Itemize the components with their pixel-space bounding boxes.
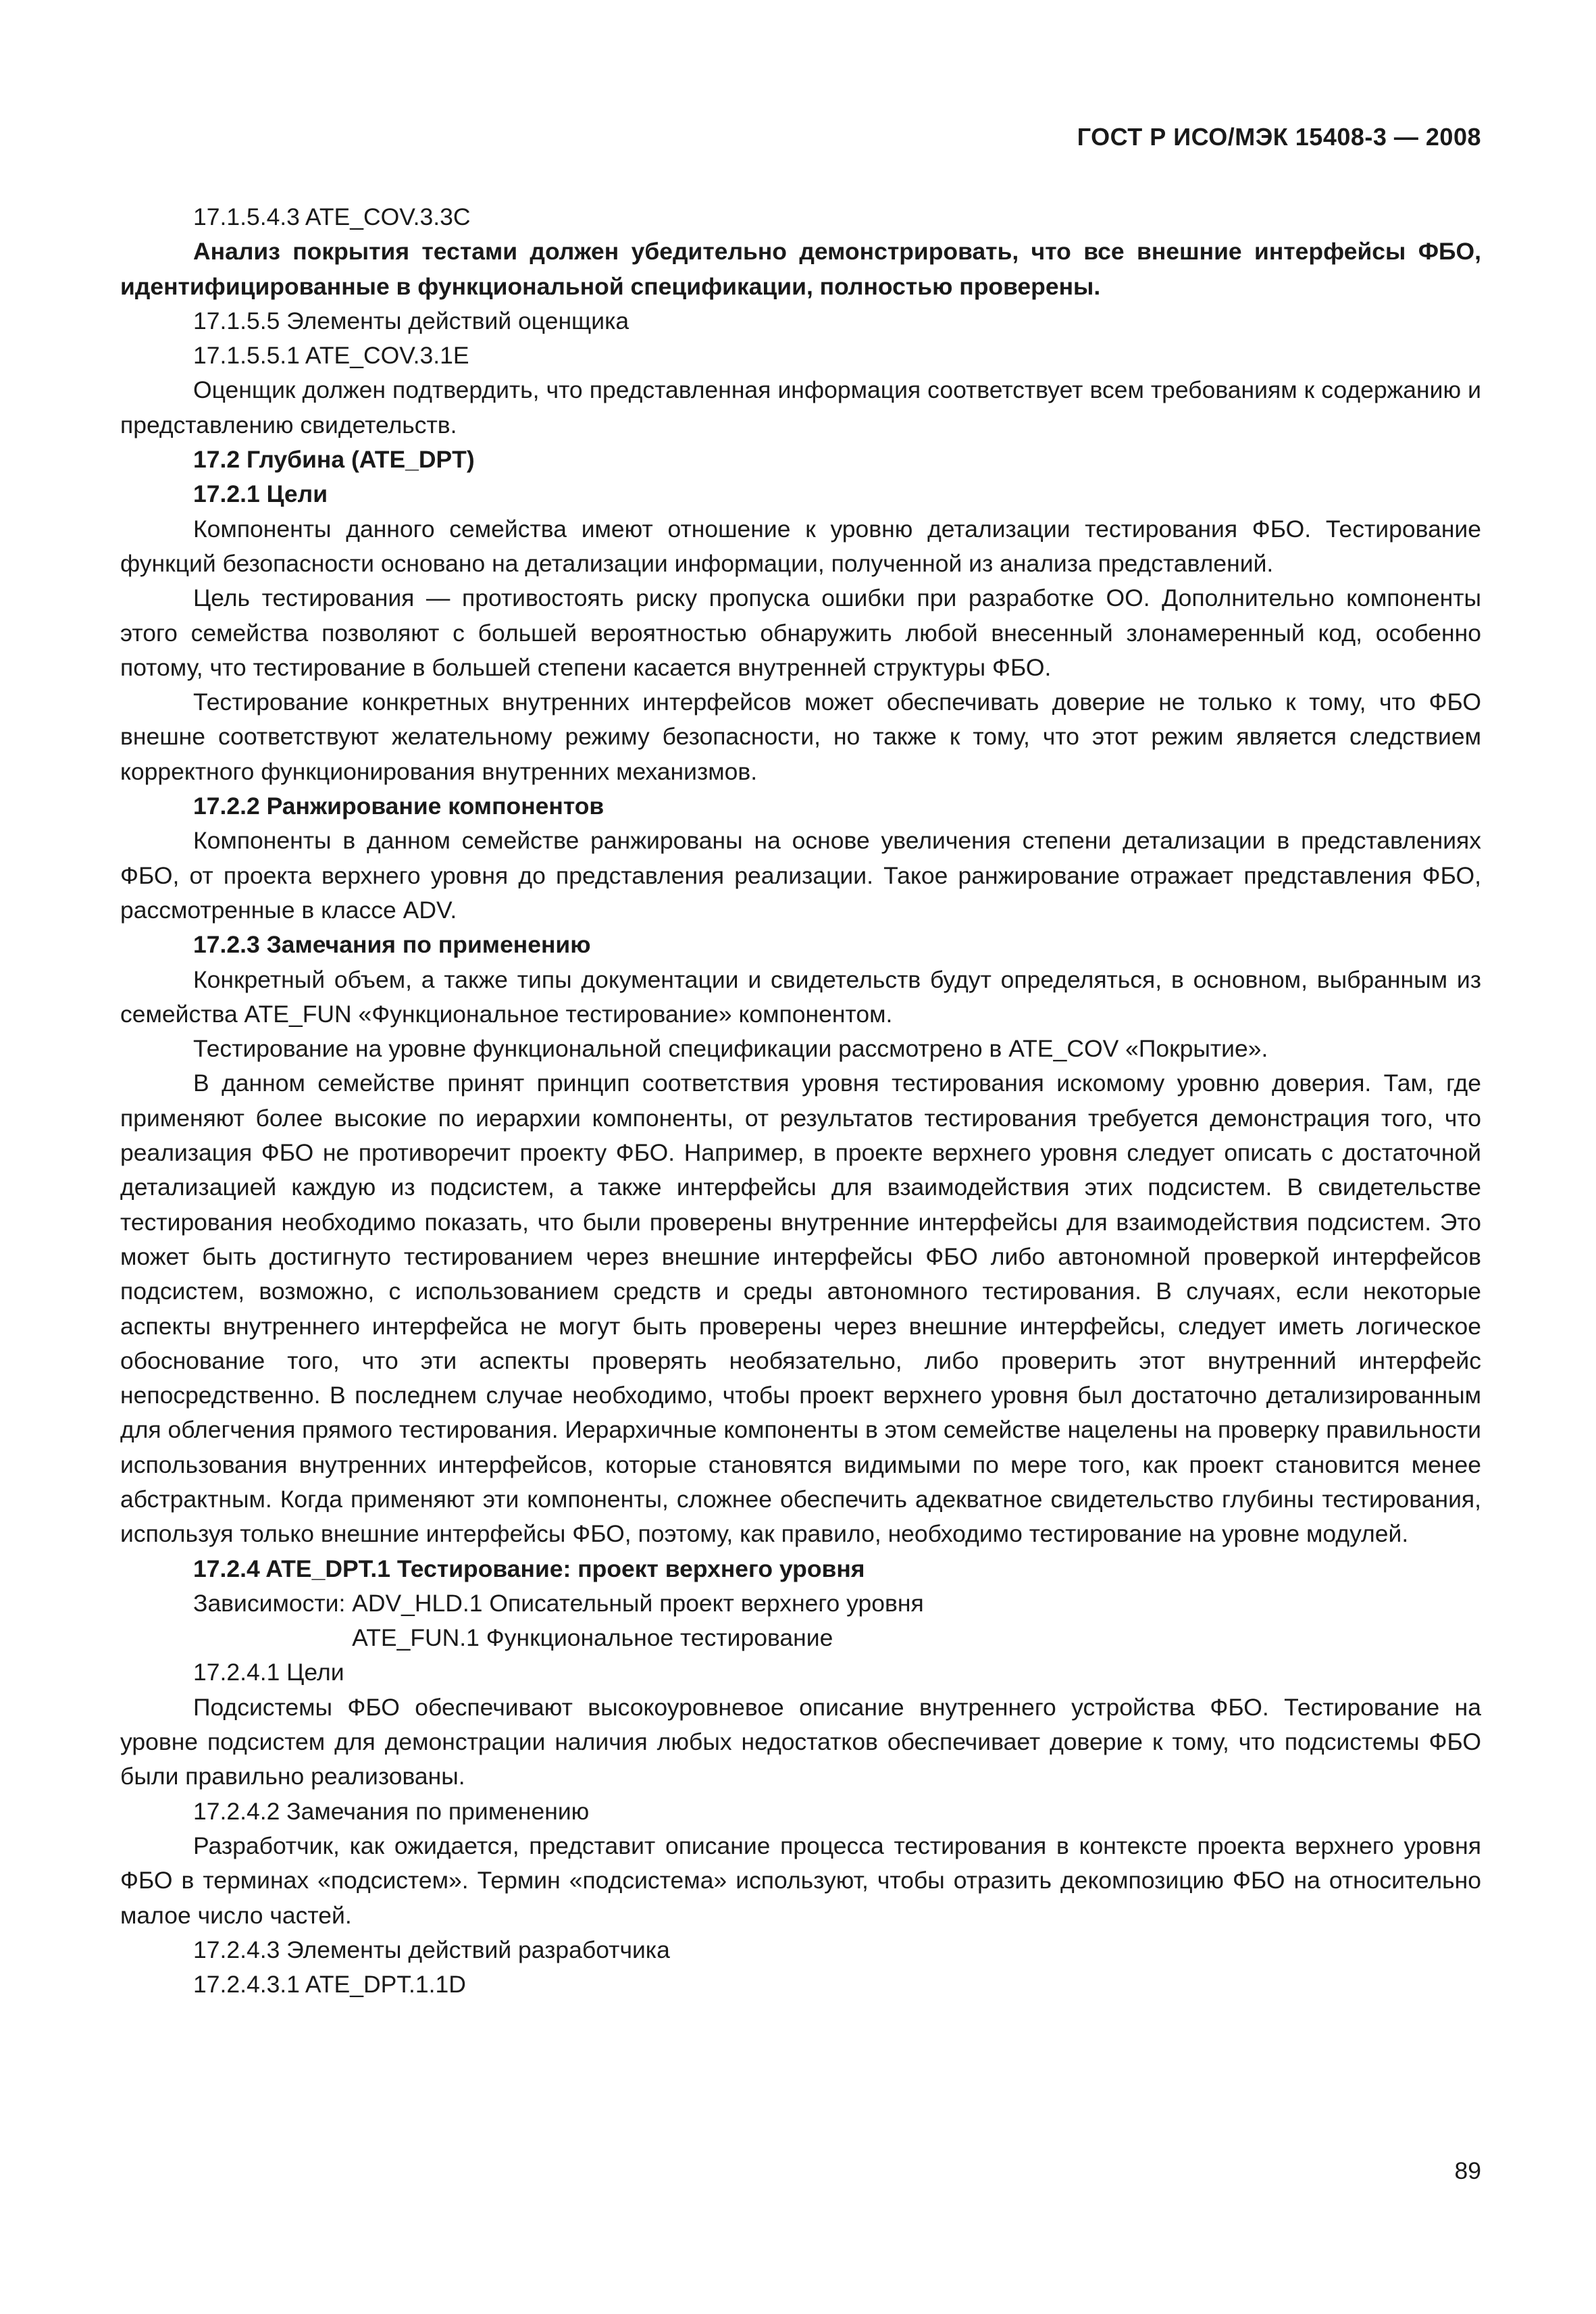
section-heading: 17.2.2 Ранжирование компонентов [193,793,604,820]
paragraph: Подсистемы ФБО обеспечивают высокоуровневое описание внутреннего устройства ФБО. Тестирование на уровне подсистем для демонстрации наличия любых недостатков обеспечивает доверие к тому, что подсистемы ФБО были правильно реализованы. [120,1693,1481,1790]
paragraph: 17.2.4.3 Элементы действий разработчика [193,1936,670,1963]
page-number: 89 [1454,2157,1481,2184]
paragraph: Компоненты в данном семействе ранжированы на основе увеличения степени детализации в представлениях ФБО, от проекта верхнего уровня до представления реализации. Такое ранжирование отражает представления ФБО, рассмотренные в классе ADV. [120,827,1481,924]
section-heading: 17.2.4 ATE_DPT.1 Тестирование: проект верхнего уровня [193,1555,865,1582]
paragraph: 17.1.5.5 Элементы действий оценщика [193,307,629,334]
section-heading: 17.2.3 Замечания по применению [193,931,591,959]
dependencies [120,1586,1481,1656]
paragraph: Тестирование на уровне функциональной спецификации рассмотрено в ATE_COV «Покрытие». [193,1035,1268,1063]
paragraph: 17.1.5.4.3 ATE_COV.3.3C [193,203,471,230]
paragraph: Конкретный объем, а также типы документации и свидетельств будут определяться, в основном, выбранным из семейства ATE_FUN «Функциональное тестирование» компонентом. [120,965,1481,1028]
paragraph: Разработчик, как ожидается, представит описание процесса тестирования в контексте проекта верхнего уровня ФБО в терминах «подсистем». Термин «подсистема» используют, чтобы отразить декомпозицию ФБО на относительно малое число частей. [120,1832,1481,1929]
section-heading: 17.2 Глубина (ATE_DPT) [193,446,475,474]
paragraph: Тестирование конкретных внутренних интерфейсов может обеспечивать доверие не только к тому, что ФБО внешне соответствуют желательному режиму безопасности, но также к тому, что этот режим является следствием корректного функционирования внутренних механизмов. [120,688,1481,785]
section-heading: Анализ покрытия тестами должен убедительно демонстрировать, что все внешние интерфейсы ФБО, идентифицированные в функциональной спецификации, полностью проверены. [120,238,1481,300]
paragraph: Оценщик должен подтвердить, что представленная информация соответствует всем требованиям к содержанию и представлению свидетельств. [120,376,1481,438]
paragraph: 17.2.4.2 Замечания по применению [193,1797,590,1825]
paragraph: Компоненты данного семейства имеют отношение к уровню детализации тестирования ФБО. Тестирование функций безопасности основано на детализации информации, полученной из анализа представлений. [120,515,1481,577]
section-heading: 17.2.1 Цели [193,480,328,508]
dependency-item: ADV_HLD.1 Описательный проект верхнего уровня [352,1589,924,1617]
paragraph: Цель тестирования — противостоять риску пропуска ошибки при разработке ОО. Дополнительно компоненты этого семейства позволяют с большей вероятностью обнаружить любой внесенный злонамеренный код, особенно потому, что тестирование в большей степени касается внутренней структуры ФБО. [120,584,1481,681]
paragraph: 17.1.5.5.1 ATE_COV.3.1E [193,342,469,370]
paragraph: В данном семействе принят принцип соответствия уровня тестирования искомому уровню доверия. Там, где применяют более высокие по иерархии компоненты, от результатов тестирования требуется демонстрация того, что реализация ФБО не противоречит проекту ФБО. Например, в проекте верхнего уровня следует описать с достаточной детализацией каждую из подсистем, а также интерфейсы для взаимодействия этих подсистем. В свидетельстве тестирования необходимо показать, что были проверены внутренние интерфейсы для взаимодействия подсистем. Это может быть достигнуто тестированием через внешние интерфейсы ФБО либо автономной проверкой интерфейсов подсистем, возможно, с использованием средств и среды автономного тестирования. В случаях, если некоторые аспекты внутреннего интерфейса не могут быть проверены через внешние интерфейсы, следует иметь логическое обоснование того, что эти аспекты проверять необязательно, либо проверить этот внутренний интерфейс непосредственно. В последнем случае необходимо, чтобы проект верхнего уровня был достаточно детализированным для облегчения прямого тестирования. Иерархичные компоненты в этом семействе нацелены на проверку правильности использования внутренних интерфейсов, которые становятся видимыми по мере того, как проект становится менее абстрактным. Когда применяют эти компоненты, сложнее обеспечить адекватное свидетельство глубины тестирования, используя только внешние интерфейсы ФБО, поэтому, как правило, необходимо тестирование на уровне модулей. [120,1070,1481,1548]
paragraph: 17.2.4.3.1 ATE_DPT.1.1D [193,1971,466,1998]
document-body [120,200,1481,2002]
paragraph: 17.2.4.1 Цели [193,1659,344,1686]
dependencies-label: Зависимости: [193,1589,353,1617]
dependency-item: ATE_FUN.1 Функциональное тестирование [352,1624,833,1652]
document-header: ГОСТ Р ИСО/МЭК 15408-3 — 2008 [1077,123,1481,151]
